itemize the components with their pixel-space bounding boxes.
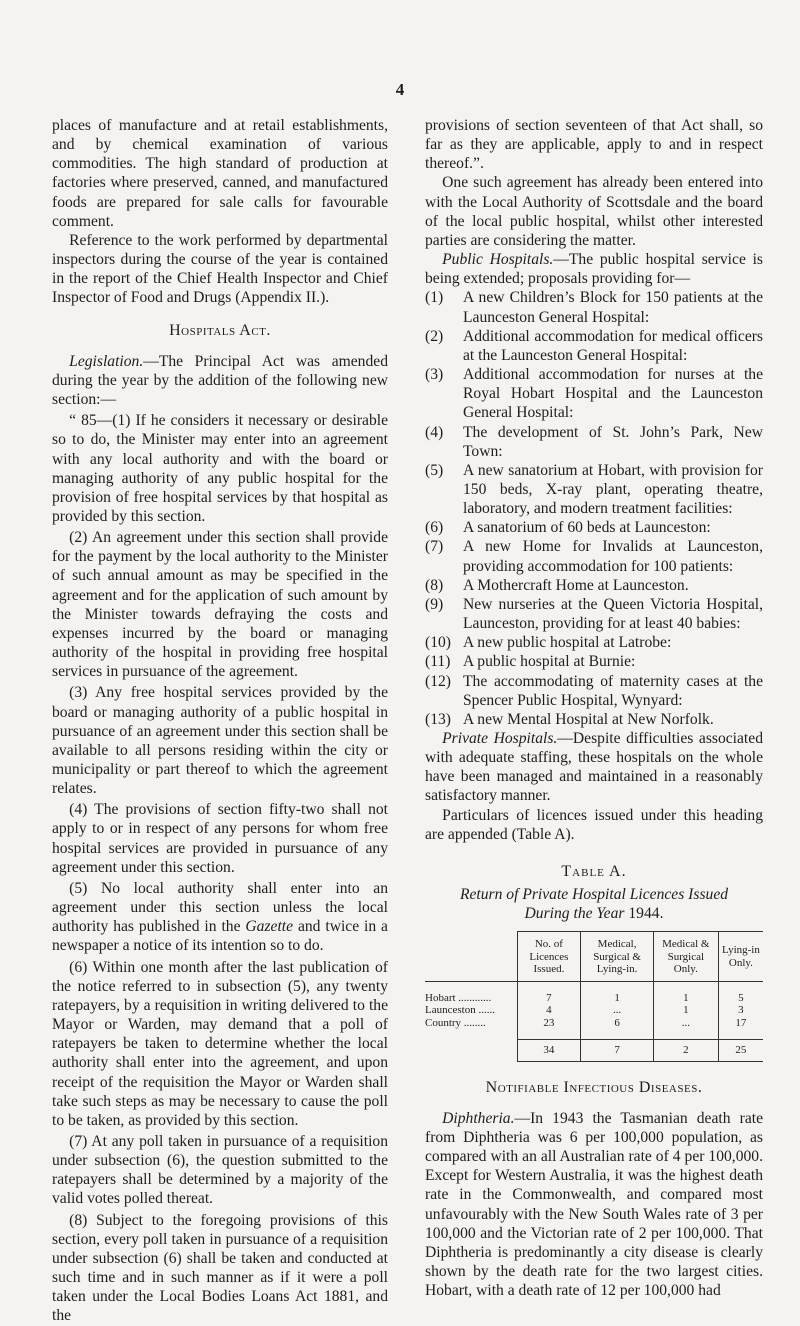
private-hospitals-label: Private Hospitals.: [442, 730, 558, 747]
paragraph-continuation: provisions of section seventeen of that Act shall, so far as they are applicable, apply to and in respect thereof.”.: [425, 117, 763, 173]
list-item: [425, 537, 763, 575]
table-total-row: [425, 1040, 763, 1062]
list-item: [425, 595, 763, 633]
list-item-number: (9): [425, 595, 444, 613]
section-85-3: (3) Any free hospital services provided by the board or managing authority of a public hospital in pursuance of an agreement under this section shall be available to all persons residing within the city or municipality or part thereof to which the agreement relates.: [52, 684, 388, 798]
list-item-number: (10): [425, 634, 451, 652]
paragraph-manufacture: places of manufacture and at retail establishments, and by chemical examination of various commodities. The high standard of production at factories where preserved, canned, and manufactured foods are prepared for sale calls for favourable comment.: [52, 117, 388, 230]
table-subtitle-line-2: [425, 904, 763, 923]
section-85-5-pre: (5) No local authority shall enter into an agreement under this section unless the local authority has published in the: [52, 879, 388, 936]
table-cell: 1: [653, 981, 718, 1004]
section-85-2: (2) An agreement under this section shall provide for the payment by the local authority to the Minister of such annual amount as may be specified in the agreement and for the application of such amount by the Minister towards defraying the costs and expenses incurred by the board or managing authority of the hospital in providing free hospital services in pursuance of the agreement.: [52, 529, 388, 681]
list-item: [425, 288, 763, 326]
list-item-text: A new Children’s Block for 150 patients at the Launceston General Hospital:: [463, 289, 763, 326]
table-cell: 6: [581, 1017, 654, 1040]
list-item-number: (3): [425, 366, 444, 384]
diphtheria-label: Diphtheria.: [442, 1109, 515, 1127]
table-row-label: Hobart ............: [425, 991, 492, 1004]
right-column: [425, 116, 763, 1300]
list-item: [425, 633, 763, 652]
list-item-number: (11): [425, 653, 451, 671]
table-row: [425, 1004, 763, 1017]
table-cell: 5: [718, 981, 763, 1004]
list-item-text: The development of St. John’s Park, New Town:: [463, 423, 763, 460]
table-row: [425, 1017, 763, 1040]
legislation-text: —The Principal Act was amended during the year by the addition of the following new section:—: [52, 352, 388, 409]
paragraph-particulars: Particulars of licences issued under this heading are appended (Table A).: [425, 806, 763, 843]
table-header: No. of Licences Issued.: [517, 932, 581, 982]
list-item: [425, 652, 763, 671]
table-header-row: [425, 932, 763, 982]
left-column: [52, 116, 388, 1326]
table-subtitle-during: During the Year: [524, 905, 625, 923]
list-item: [425, 327, 763, 365]
section-85-7: (7) At any poll taken in pursuance of a requisition under subsection (6), the question submitted to the ratepayers shall be determined by a majority of the valid votes polled thereat.: [52, 1132, 388, 1208]
heading-hospitals-act: Hospitals Act.: [169, 321, 271, 339]
table-row: [425, 981, 763, 1004]
list-item-text: A public hospital at Burnie:: [463, 653, 636, 671]
table-row-label: Country ........: [425, 1016, 486, 1029]
list-item-number: (12): [425, 672, 451, 690]
list-item: [425, 518, 763, 537]
list-item-text: A new public hospital at Latrobe:: [463, 634, 672, 652]
table-title: Table A.: [561, 862, 627, 880]
list-item-text: Additional accommodation for nurses at the Royal Hobart Hospital and the Launceston General Hospital:: [463, 366, 763, 422]
paragraph-private-hospitals: [425, 729, 763, 806]
table-cell: 4: [517, 1004, 581, 1017]
table-subtitle: [425, 885, 763, 923]
list-item: [425, 365, 763, 422]
table-row-label: Launceston ......: [425, 1004, 495, 1017]
section-85-5-post: and twice in a newspaper a notice of its intention so to do.: [52, 918, 388, 955]
section-85-8: (8) Subject to the foregoing provisions of this section, every poll taken in pursuance of a requisition under subsection (6) shall be taken and conducted at such time and in such manner as if it were a poll taken under the Local Bodies Loans Act 1881, and the: [52, 1211, 388, 1325]
list-item: [425, 576, 763, 595]
list-item-number: (4): [425, 423, 444, 441]
list-item: [425, 423, 763, 461]
table-cell: ...: [581, 1004, 654, 1017]
table-header: Medical & Surgical Only.: [653, 932, 718, 982]
section-85-4: (4) The provisions of section fifty-two shall not apply to or in respect of any persons for whom free hospital services are provided in pursuance of any agreement under this section.: [52, 801, 388, 876]
table-cell: ...: [653, 1017, 718, 1040]
table-total-cell: 7: [581, 1040, 654, 1062]
table-total-cell: 34: [517, 1040, 581, 1062]
table-cell: 1: [653, 1004, 718, 1017]
list-item-number: (7): [425, 538, 444, 556]
table-header: Lying-in Only.: [718, 932, 763, 982]
list-item-text: New nurseries at the Queen Victoria Hospital, Launceston, providing for at least 40 babies:: [463, 595, 763, 633]
list-item-number: (2): [425, 327, 444, 345]
list-item-number: (5): [425, 461, 444, 479]
table-cell: 17: [718, 1017, 763, 1040]
table-total-cell: 2: [653, 1040, 718, 1062]
paragraph-diphtheria: [425, 1109, 763, 1301]
list-item-text: The accommodating of maternity cases at the Spencer Public Hospital, Wynyard:: [463, 672, 763, 709]
section-85-1: “ 85—(1) If he considers it necessary or desirable so to do, the Minister may enter into an agreement with any local authority and with the board or managing authority of any public hospital for the provision of free hospital services by that hospital as provided by this section.: [52, 412, 388, 525]
page-number: 4: [395, 80, 405, 99]
proposals-list: [425, 288, 763, 729]
section-85-5: [52, 879, 388, 956]
table-total-cell: 25: [718, 1040, 763, 1062]
private-hospitals-text: —Despite difficulties associated with adequate staffing, these hospitals on the whole have been managed and maintained in a reasonably satisfactory manner.: [425, 730, 763, 805]
paragraph-inspectors: Reference to the work performed by departmental inspectors during the course of the year is contained in the report of the Chief Health Inspector and Chief Inspector of Food and Drugs (Appendix II.).: [52, 231, 388, 307]
public-hospitals-text: —The public hospital service is being extended; proposals providing for—: [425, 251, 763, 288]
table-header: Medical, Surgical & Lying-in.: [581, 932, 654, 982]
list-item: [425, 672, 763, 710]
table-cell: 7: [517, 981, 581, 1004]
table-cell: 3: [718, 1004, 763, 1017]
section-85-6: (6) Within one month after the last publication of the notice referred to in subsection (5), any twenty ratepayers, by a requisition in writing delivered to the Mayor or Warden, may demand that a poll of ratepayers be taken to determine whether the local authority shall enter into the agreement, and upon receipt of the requisition the Mayor or Warden shall take such steps as may be necessary to cause the poll to be taken, as provided by this section.: [52, 958, 388, 1129]
paragraph-agreement: One such agreement has already been entered into with the Local Authority of Scottsdale and the board of the local public hospital, whilst other interested parties are considering the matter.: [425, 174, 763, 249]
list-item-text: Additional accommodation for medical officers at the Launceston General Hospital:: [463, 327, 763, 364]
list-item-number: (8): [425, 576, 444, 594]
paragraph-legislation: [52, 352, 388, 409]
heading-notifiable-diseases: Notifiable Infectious Diseases.: [485, 1078, 703, 1096]
table-total-label: [425, 1040, 517, 1062]
list-item-text: A new Mental Hospital at New Norfolk.: [463, 710, 714, 728]
table-header-blank: [425, 932, 517, 982]
list-item-number: (6): [425, 519, 444, 537]
diphtheria-text: —In 1943 the Tasmanian death rate from Diphtheria was 6 per 100,000 population, as compared with an all Australian rate of 4 per 100,000. Except for Western Australia, it was the highest death rate in the Commonwealth, and compared most unfavourably with the New South Wales rate of 3 per 100,000 and the Victorian rate of 2 per 100,000. That Diphtheria is predominantly a city disease is clearly shown by the death rate for the two largest cities. Hobart, with a death rate of 12 per 100,000 had: [425, 1109, 763, 1300]
table-subtitle-line-1: Return of Private Hospital Licences Issued: [459, 886, 729, 904]
list-item: [425, 461, 763, 518]
legislation-label: Legislation.: [69, 352, 144, 370]
table-subtitle-year: 1944.: [628, 905, 664, 923]
list-item-number: (1): [425, 289, 444, 307]
list-item-text: A new sanatorium at Hobart, with provision for 150 beds, X-ray plant, operating theatre, laboratory, and modern treatment facilities:: [463, 461, 763, 518]
public-hospitals-label: Public Hospitals.: [442, 251, 554, 269]
list-item-text: A Mothercraft Home at Launceston.: [463, 576, 689, 594]
list-item-text: A new Home for Invalids at Launceston, providing accommodation for 100 patients:: [463, 538, 763, 575]
licences-table: [425, 931, 763, 1062]
list-item-number: (13): [425, 710, 451, 728]
paragraph-public-hospitals: [425, 250, 763, 288]
gazette-word: Gazette: [245, 918, 294, 936]
list-item-text: A sanatorium of 60 beds at Launceston:: [463, 519, 711, 537]
table-cell: 23: [517, 1017, 581, 1040]
table-cell: 1: [581, 981, 654, 1004]
list-item: [425, 710, 763, 729]
